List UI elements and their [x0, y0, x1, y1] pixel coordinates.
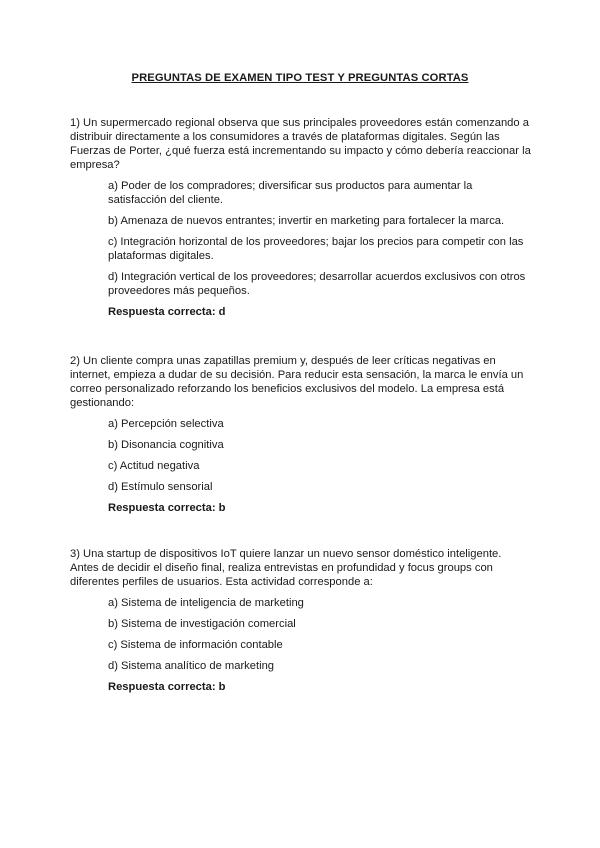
- page-title: PREGUNTAS DE EXAMEN TIPO TEST Y PREGUNTAS CORTAS: [131, 72, 469, 84]
- question-stem: 1) Un supermercado regional observa que sus principales proveedores están comenzando a distribuir directamente a los consumidores a través de plataformas digitales. Según las Fuerzas de Porter, ¿qué fuerza está incrementando su impacto y cómo debería reaccionar la empresa?: [70, 117, 531, 171]
- correct-answer: Respuesta correcta: b: [108, 502, 226, 514]
- option-a: a) Sistema de inteligencia de marketing: [108, 597, 304, 609]
- option-c: c) Integración horizontal de los proveedores; bajar los precios para competir con las plataformas digitales.: [108, 236, 524, 262]
- option-a: a) Percepción selectiva: [108, 418, 224, 430]
- option-d: d) Sistema analítico de marketing: [108, 660, 275, 672]
- question-stem: 3) Una startup de dispositivos IoT quiere lanzar un nuevo sensor doméstico inteligente. Antes de decidir el diseño final, realiza entrevistas en profundidad y focus groups con diferentes perfiles de usuarios. Esta actividad corresponde a:: [70, 548, 502, 588]
- question-2: [70, 354, 532, 515]
- option-b: b) Disonancia cognitiva: [108, 439, 224, 451]
- question-3: [70, 547, 532, 694]
- option-c: c) Actitud negativa: [108, 460, 200, 472]
- option-c: c) Sistema de información contable: [108, 639, 283, 651]
- option-b: b) Amenaza de nuevos entrantes; invertir en marketing para fortalecer la marca.: [108, 215, 505, 227]
- option-b: b) Sistema de investigación comercial: [108, 618, 296, 630]
- option-a: a) Poder de los compradores; diversificar sus productos para aumentar la satisfacción del cliente.: [108, 180, 473, 206]
- option-d: d) Estímulo sensorial: [108, 481, 213, 493]
- correct-answer: Respuesta correcta: b: [108, 681, 226, 693]
- correct-answer: Respuesta correcta: d: [108, 306, 226, 318]
- option-d: d) Integración vertical de los proveedores; desarrollar acuerdos exclusivos con otros proveedores más pequeños.: [108, 271, 526, 297]
- question-1: [70, 116, 532, 319]
- question-stem: 2) Un cliente compra unas zapatillas premium y, después de leer críticas negativas en internet, empieza a dudar de su decisión. Para reducir esta sensación, la marca le envía un correo personalizado reforzando los beneficios exclusivos del modelo. La empresa está gestionando:: [70, 355, 524, 409]
